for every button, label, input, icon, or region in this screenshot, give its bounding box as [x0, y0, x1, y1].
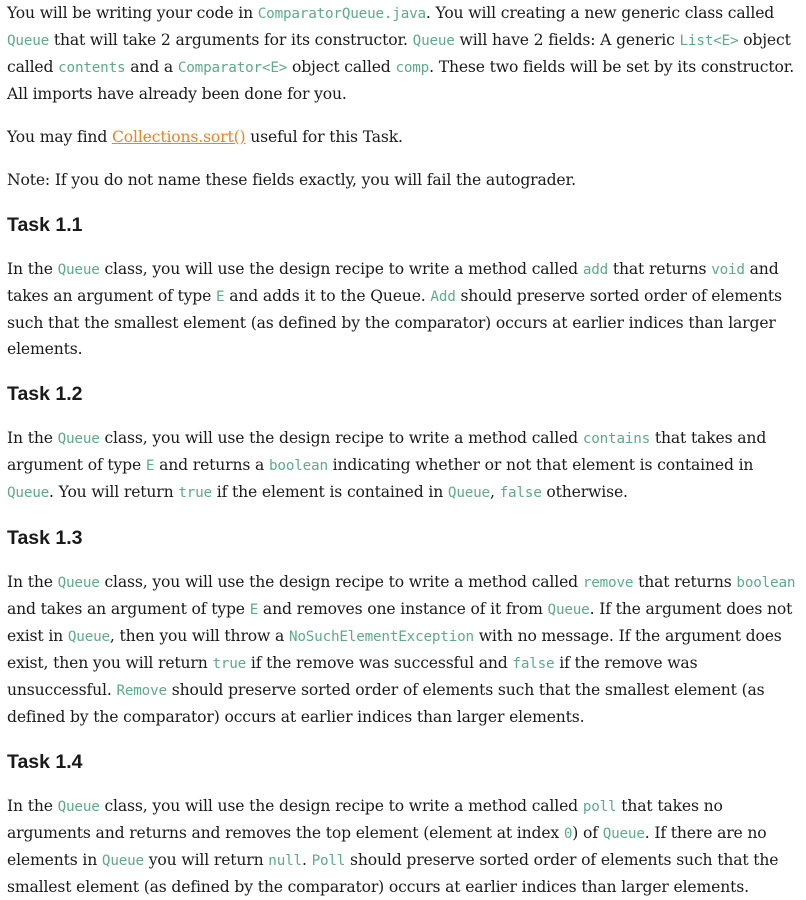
- inline-code-method: Add: [430, 289, 456, 305]
- inline-code-type: boolean: [736, 575, 796, 591]
- task-1-2-heading: Task 1.2: [7, 383, 83, 405]
- inline-code-class: Queue: [547, 602, 590, 618]
- inline-code-type: void: [711, 262, 745, 278]
- inline-code-literal: null: [268, 853, 302, 869]
- inline-code-method: Poll: [311, 853, 346, 869]
- inline-code-class: Queue: [7, 485, 50, 501]
- inline-code-literal: true: [178, 485, 212, 501]
- inline-code-type: E: [216, 289, 225, 305]
- task-1-1-paragraph: In the Queue class, you will use the design recipe to write a method called add that returns void and takes an argument of type E and adds it to the Queue. Add should preserve sorted order of elements such that the smallest element (as defined by the comparator) occurs at earlier indices than larger elements.: [7, 260, 782, 358]
- task-1-4-heading: Task 1.4: [7, 751, 83, 773]
- inline-code-type: List<E>: [679, 33, 739, 49]
- inline-code-method: contains: [582, 431, 651, 447]
- inline-code-class: Queue: [57, 575, 100, 591]
- inline-code-field: comp: [395, 60, 430, 76]
- inline-code-class: Queue: [57, 799, 100, 815]
- inline-code-literal: false: [499, 485, 542, 501]
- inline-code-class: Queue: [602, 826, 645, 842]
- inline-code-class: Queue: [67, 629, 110, 645]
- task-1-4-paragraph: In the Queue class, you will use the design recipe to write a method called poll that takes no arguments and returns and removes the top element (element at index 0) of Queue. If there are no elements in Queue you will return null. Poll should preserve sorted order of elements such that the smallest element (as defined by the comparator) occurs at earlier indices than larger elements.: [7, 797, 779, 896]
- note-paragraph: Note: If you do not name these fields exactly, you will fail the autograder.: [7, 171, 576, 189]
- task-1-1-heading: Task 1.1: [7, 214, 83, 236]
- inline-code-type: Comparator<E>: [177, 60, 288, 76]
- inline-code-field: contents: [58, 60, 126, 76]
- task-1-3-heading: Task 1.3: [7, 527, 83, 549]
- inline-code-type: boolean: [269, 458, 328, 474]
- inline-code-method: poll: [582, 799, 617, 815]
- inline-code-class: Queue: [447, 485, 490, 501]
- task-1-2-paragraph: In the Queue class, you will use the design recipe to write a method called contains that takes and argument of type E and returns a boolean indicating whether or not that element is contained in Queue. You will return true if the element is contained in Queue, false otherwise.: [7, 429, 767, 501]
- intro-paragraph: You will be writing your code in ComparatorQueue.java. You will creating a new generic class called Queue that will take 2 arguments for its constructor. Queue will have 2 fields: A generic List<E> object called contents and a Comparator<E> object called comp. These two fields will be set by its constructor. All imports have already been done for you.: [7, 4, 795, 103]
- inline-code-filename: ComparatorQueue.java: [257, 6, 426, 22]
- inline-code-type: E: [249, 602, 259, 618]
- inline-code-method: Remove: [116, 683, 167, 699]
- inline-code-literal: 0: [563, 826, 573, 842]
- inline-code-method: remove: [582, 575, 634, 591]
- collections-sort-link[interactable]: Collections.sort(): [111, 128, 246, 146]
- inline-code-literal: true: [212, 656, 247, 672]
- task-1-3-paragraph: In the Queue class, you will use the design recipe to write a method called remove that returns boolean and takes an argument of type E and removes one instance of it from Queue. If the argument does not exist in Queue, then you will throw a NoSuchElementException with no message. If the argument does exist, then you will return true if the remove was successful and false if the remove was unsuccessful. Remove should preserve sorted order of elements such that the smallest element (as defined by the comparator) occurs at earlier indices than larger elements.: [7, 573, 796, 726]
- inline-code-type: E: [145, 458, 155, 474]
- inline-code-class: Queue: [7, 33, 50, 49]
- inline-code-class: Queue: [412, 33, 455, 49]
- inline-code-exception: NoSuchElementException: [288, 629, 474, 645]
- inline-code-class: Queue: [101, 853, 144, 869]
- inline-code-class: Queue: [57, 431, 100, 447]
- inline-code-literal: false: [512, 656, 555, 672]
- inline-code-method: add: [582, 262, 609, 278]
- inline-code-class: Queue: [57, 262, 100, 278]
- hint-paragraph: You may find Collections.sort() useful for this Task.: [7, 128, 403, 146]
